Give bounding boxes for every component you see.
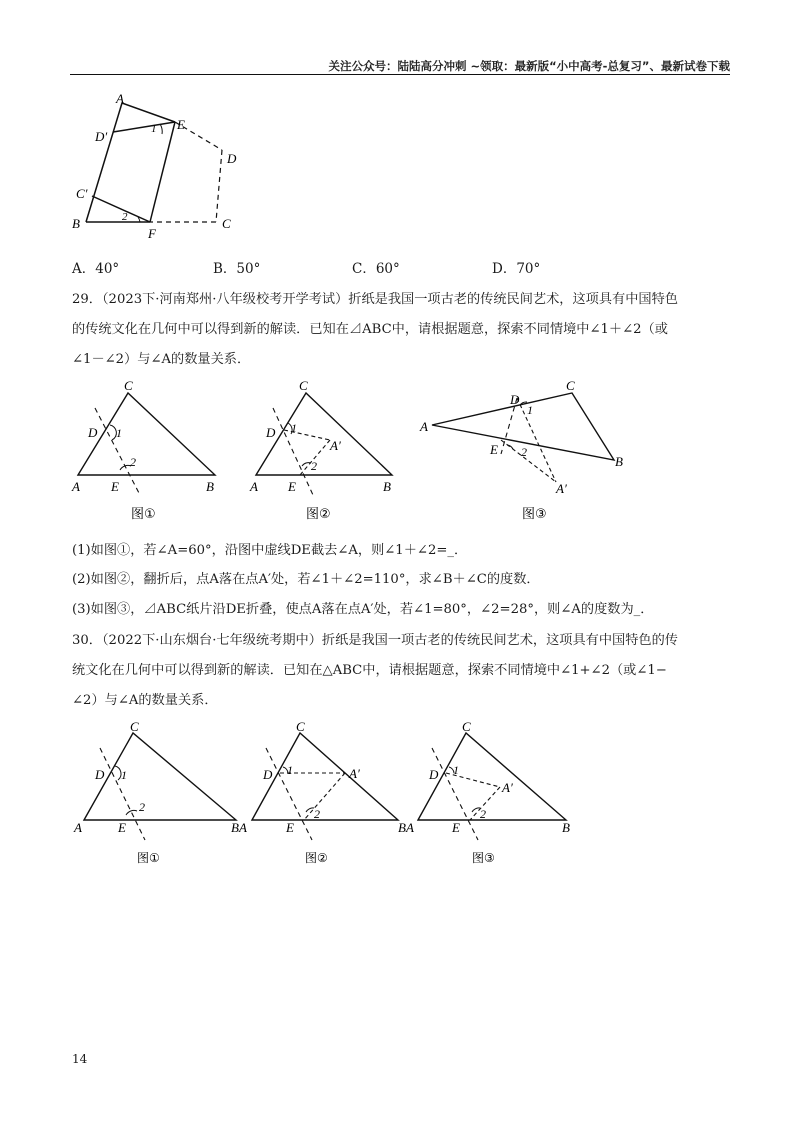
- fig3-label-D: D: [510, 392, 520, 407]
- fig3-label-B: B: [615, 454, 623, 469]
- fig1-label-2: 2: [130, 455, 136, 469]
- q30-fig2-label-BA: BA: [398, 820, 414, 835]
- q30-fig2-label-E: E: [286, 820, 294, 835]
- q30-fig1-label-A: A: [74, 820, 82, 835]
- q30-line-2: 统文化在几何中可以得到新的解读．已知在△ABC中，请根据题意，探索不同情境中∠1+∠2（或∠1−: [72, 663, 667, 678]
- fig2-label-A-prime: A′: [330, 438, 341, 453]
- q30-fig3-label-A-prime: A′: [502, 780, 513, 795]
- q30-fig2-label-1: 1: [287, 763, 293, 777]
- q30-fig2-label-C: C: [296, 719, 305, 734]
- fig3-label-1: 1: [527, 403, 533, 417]
- fig2-label-A: A: [250, 479, 258, 494]
- label-angle-1: 1: [151, 123, 157, 135]
- option-a: A．40°: [72, 261, 120, 277]
- fig1-label-B: B: [206, 479, 214, 494]
- label-C-prime: C′: [76, 186, 88, 201]
- fig2-label-C: C: [299, 378, 308, 393]
- fig1-label-E: E: [111, 479, 119, 494]
- label-C: C: [222, 216, 231, 231]
- page-header: 关注公众号：陆陆高分冲刺 ~领取：最新版“小中高考-总复习”、最新试卷下载: [328, 59, 730, 73]
- q29-caption-1: 图①: [131, 507, 156, 522]
- q29-line-1: 29．（2023下·河南郑州·八年级校考开学考试）折纸是我国一项古老的传统民间艺术，这项具有中国特色: [72, 292, 678, 307]
- q30-fig2-label-2: 2: [314, 807, 320, 821]
- q30-fig1-label-E: E: [118, 820, 126, 835]
- fig2-label-B: B: [383, 479, 391, 494]
- q29-sub-2: (2)如图②，翻折后，点A落在点A′处，若∠1＋∠2=110°，求∠B＋∠C的度数．: [72, 572, 540, 587]
- label-D-prime: D′: [95, 129, 108, 144]
- q30-fig3-label-B: B: [562, 820, 570, 835]
- fig2-label-E: E: [288, 479, 296, 494]
- q29-figures: [65, 375, 645, 525]
- fig1-label-C: C: [124, 378, 133, 393]
- q30-fig1-label-BA: BA: [231, 820, 247, 835]
- q30-fig3-label-C: C: [462, 719, 471, 734]
- fig1-label-A: A: [72, 479, 80, 494]
- q30-fig3-label-2: 2: [480, 807, 486, 821]
- q30-fig1-label-C: C: [130, 719, 139, 734]
- fig3-label-A-prime: A′: [556, 481, 567, 496]
- q29-caption-3: 图③: [522, 507, 547, 522]
- q30-fig2-label-D: D: [263, 767, 273, 782]
- label-F: F: [148, 226, 156, 241]
- fig2-label-1: 1: [291, 421, 297, 435]
- q30-fig3-label-D: D: [429, 767, 439, 782]
- fig2-label-2: 2: [311, 459, 317, 473]
- q30-fig3-label-1: 1: [453, 763, 459, 777]
- option-b: B．50°: [213, 261, 261, 277]
- page-number: 14: [72, 1052, 88, 1066]
- q30-fig1-label-D: D: [95, 767, 105, 782]
- q30-fig1-label-2: 2: [139, 800, 145, 814]
- q29-sub-1: (1)如图①，若∠A=60°，沿图中虚线DE截去∠A，则∠1＋∠2=_．: [72, 543, 468, 558]
- fig3-label-E: E: [490, 442, 498, 457]
- label-E: E: [177, 117, 185, 132]
- q30-caption-2: 图②: [305, 851, 328, 865]
- fig2-label-D: D: [266, 425, 276, 440]
- label-B: B: [72, 216, 80, 231]
- label-D: D: [227, 151, 237, 166]
- q29-line-2: 的传统文化在几何中可以得到新的解读．已知在⊿ABC中，请根据题意，探索不同情境中∠1＋∠2（或: [72, 322, 668, 337]
- q30-caption-3: 图③: [472, 851, 495, 865]
- q29-caption-2: 图②: [306, 507, 331, 522]
- fig3-label-C: C: [566, 378, 575, 393]
- figure-folded-rectangle: [70, 88, 270, 248]
- q30-figures: [65, 715, 605, 870]
- q29-line-3: ∠1－∠2）与∠A的数量关系．: [72, 352, 251, 367]
- q30-caption-1: 图①: [137, 851, 160, 865]
- label-A: A: [116, 91, 124, 106]
- q29-sub-3: (3)如图③，⊿ABC纸片沿DE折叠，使点A落在点A′处，若∠1=80°，∠2=28°，则∠A的度数为_．: [72, 602, 654, 617]
- fig1-label-1: 1: [116, 426, 122, 440]
- q30-fig1-label-1: 1: [121, 768, 127, 782]
- fig1-label-D: D: [88, 425, 98, 440]
- q30-fig2-label-A-prime: A′: [349, 766, 360, 781]
- q30-line-3: ∠2）与∠A的数量关系．: [72, 693, 218, 708]
- header-rule: [70, 74, 730, 75]
- fig3-label-2: 2: [521, 445, 527, 459]
- label-angle-2: 2: [122, 211, 128, 223]
- option-c: C．60°: [352, 261, 400, 277]
- fig3-label-A: A: [420, 419, 428, 434]
- q30-line-1: 30．（2022下·山东烟台·七年级统考期中）折纸是我国一项古老的传统民间艺术，这项具有中国特色的传: [72, 633, 678, 648]
- q30-fig3-label-E: E: [452, 820, 460, 835]
- option-d: D．70°: [492, 261, 541, 277]
